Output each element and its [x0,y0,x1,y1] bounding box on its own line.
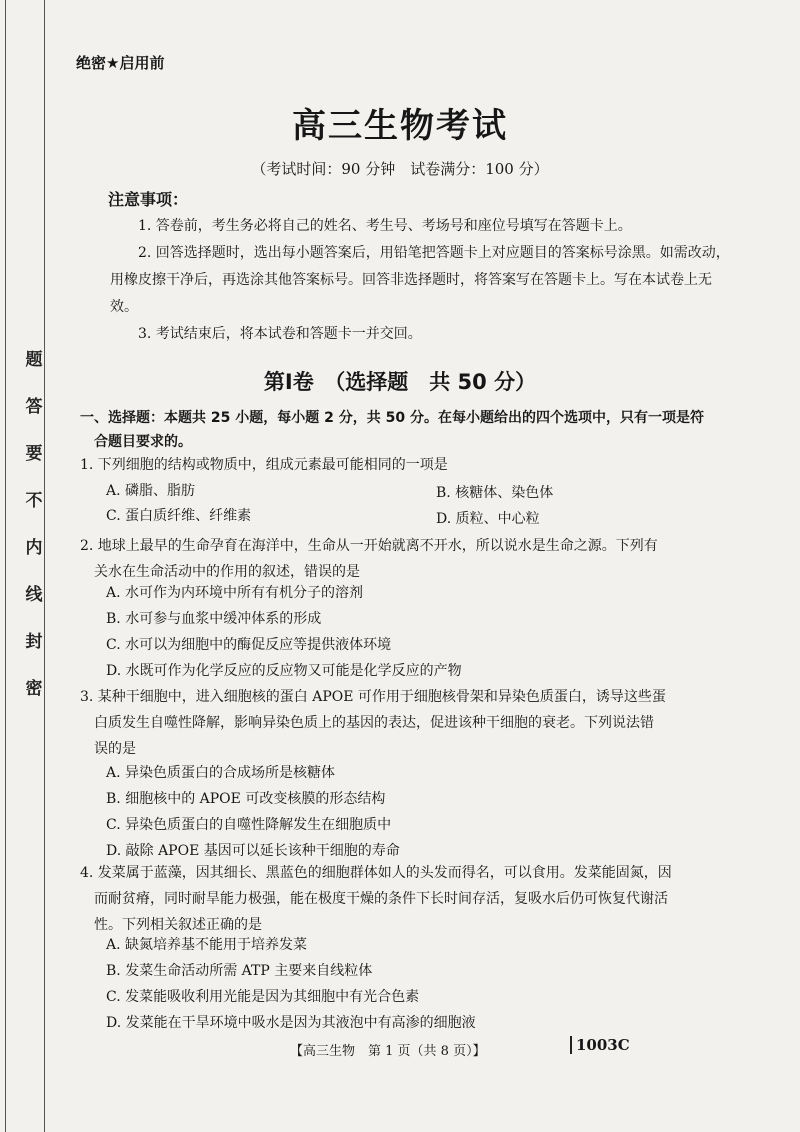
seal-char: 答 [25,397,43,417]
seal-char: 内 [25,538,43,558]
notes-heading: 注意事项： [108,190,189,209]
option-3a: A. 异染色质蛋白的合成场所是核糖体 [106,765,336,781]
question-3 [80,684,745,762]
question-stem: 而耐贫瘠，同时耐旱能力极强，能在极度干燥的条件下长时间存活，复吸水后仍可恢复代谢活 [94,891,668,907]
paper-code: 1003C [570,1036,630,1054]
exam-subtitle: （考试时间：90 分钟 试卷满分：100 分） [251,160,549,178]
seal-char: 不 [25,491,43,511]
question-stem: 关水在生命活动中的作用的叙述，错误的是 [94,564,360,580]
option-3b: B. 细胞核中的 APOE 可改变核膜的形态结构 [106,791,386,807]
question-stem: 4. 发菜属于蓝藻，因其细长、黑蓝色的细胞群体如人的头发而得名，可以食用。发菜能固氮，因 [80,865,672,881]
option-4b: B. 发菜生命活动所需 ATP 主要来自线粒体 [106,963,373,979]
footer-page-info: 【高三生物 第 1 页（共 8 页）】 [290,1044,486,1059]
exam-title: 高三生物考试 [292,106,508,146]
seal-char: 线 [25,585,43,605]
question-4 [80,860,745,938]
option-2d: D. 水既可作为化学反应的反应物又可能是化学反应的产物 [106,663,462,679]
option-4a: A. 缺氮培养基不能用于培养发菜 [106,937,308,953]
option-2b: B. 水可参与血浆中缓冲体系的形成 [106,611,322,627]
option-1c: C. 蛋白质纤维、纤维素 [106,508,252,524]
confidential-label: 绝密★启用前 [76,54,165,72]
note-item: 3. 考试结束后，将本试卷和答题卡一并交回。 [138,326,422,342]
option-1d: D. 质粒、中心粒 [436,511,540,527]
seal-char: 题 [25,350,43,370]
option-2c: C. 水可以为细胞中的酶促反应等提供液体环境 [106,637,392,653]
option-4d: D. 发菜能在干旱环境中吸水是因为其液泡中有高渗的细胞液 [106,1015,476,1031]
notes-list [110,213,730,348]
question-stem: 误的是 [94,741,136,757]
note-item: 2. 回答选择题时，选出每小题答案后，用铅笔把答题卡上对应题目的答案标号涂黑。如需改动，用橡皮擦干净后，再选涂其他答案标号。回答非选择题时，将答案写在答题卡上。写在本试卷上无效。 [110,245,730,315]
question-stem: 1. 下列细胞的结构或物质中，组成元素最可能相同的一项是 [80,457,448,473]
section-instruction [80,406,740,454]
option-1b: B. 核糖体、染色体 [436,485,554,501]
seal-char: 密 [25,679,43,699]
instruction-line: 一、选择题：本题共 25 小题，每小题 2 分，共 50 分。在每小题给出的四个选项中，只有一项是符 [80,410,704,426]
option-4c: C. 发菜能吸收利用光能是因为其细胞中有光合色素 [106,989,420,1005]
question-2 [80,533,745,585]
seal-char: 要 [25,444,43,464]
option-1a: A. 磷脂、脂肪 [106,483,196,499]
option-3d: D. 敲除 APOE 基因可以延长该种干细胞的寿命 [106,843,400,859]
question-stem: 性。下列相关叙述正确的是 [94,917,262,933]
option-2a: A. 水可作为内环境中所有有机分子的溶剂 [106,585,364,601]
instruction-line: 合题目要求的。 [94,434,192,450]
question-1 [80,452,745,478]
question-stem: 2. 地球上最早的生命孕育在海洋中，生命从一开始就离不开水，所以说水是生命之源。下列有 [80,538,658,554]
seal-line-text [22,352,46,728]
section-title: 第Ⅰ卷 （选择题 共 50 分） [263,370,537,394]
seal-char: 封 [25,632,43,652]
note-item: 1. 答卷前，考生务必将自己的姓名、考生号、考场号和座位号填写在答题卡上。 [138,218,632,234]
question-stem: 3. 某种干细胞中，进入细胞核的蛋白 APOE 可作用于细胞核骨架和异染色质蛋白，诱导这些蛋 [80,689,666,705]
question-stem: 白质发生自噬性降解，影响异染色质上的基因的表达，促进该种干细胞的衰老。下列说法错 [94,715,654,731]
option-3c: C. 异染色质蛋白的自噬性降解发生在细胞质中 [106,817,392,833]
